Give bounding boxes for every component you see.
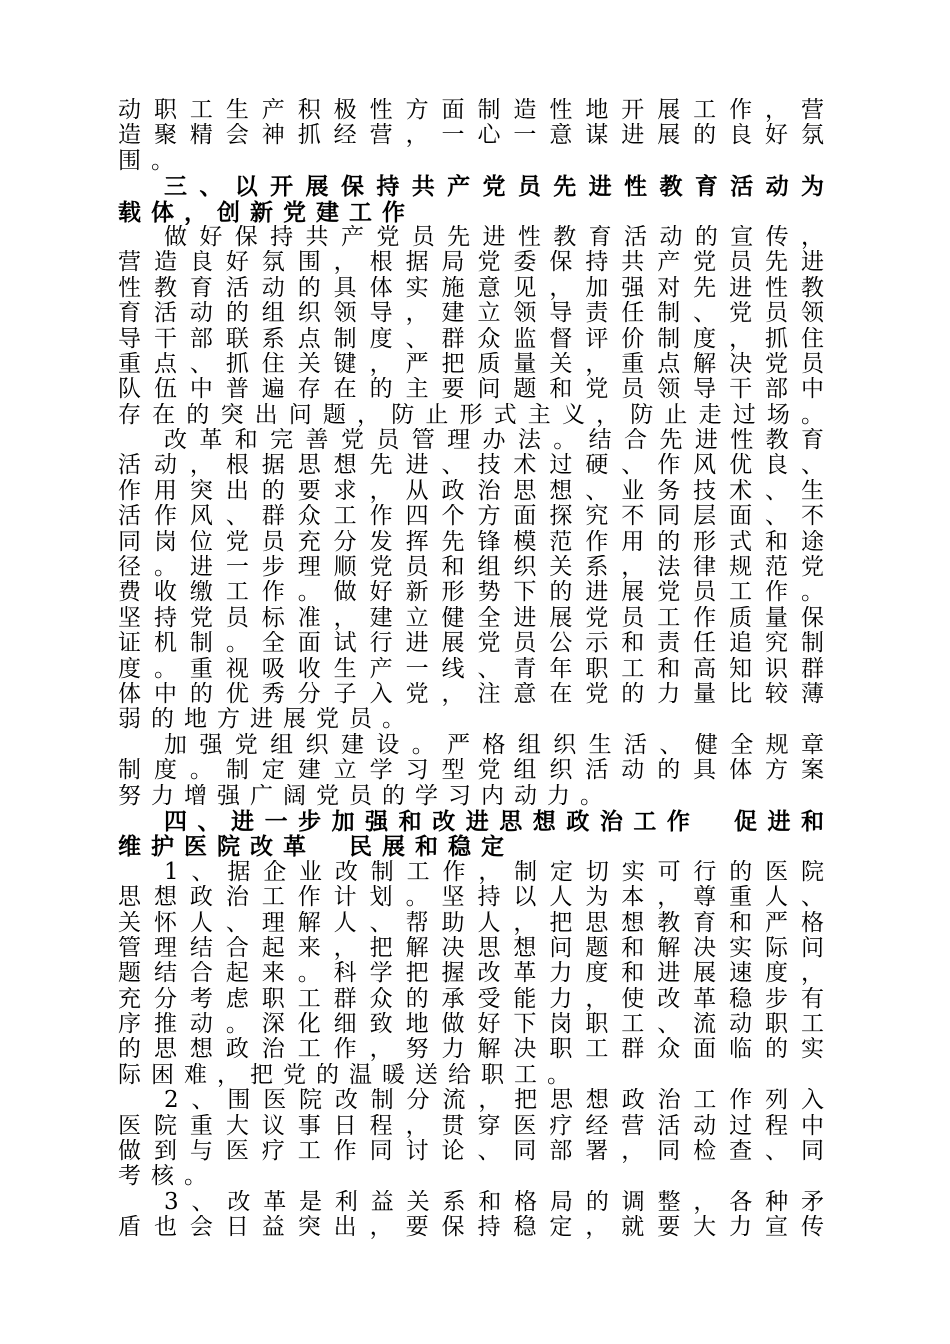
paragraph-line: 育活动的组织领导，建立领导责任制、党员领 bbox=[118, 301, 824, 327]
paragraph-line: 造聚精会神抓经营，一心一意谋进展的良好氛 bbox=[118, 123, 824, 149]
paragraph-line: 医院重大议事日程，贯穿医疗经营活动过程中 bbox=[118, 1113, 824, 1139]
paragraph-line: 2、围医院改制分流，把思想政治工作列入 bbox=[164, 1088, 824, 1114]
paragraph-line: 营造良好氛围，根据局党委保持共产党员先进 bbox=[118, 250, 824, 276]
paragraph-line: 1、据企业改制工作，制定切实可行的医院 bbox=[164, 859, 824, 885]
paragraph-line: 努力增强广阔党员的学习内动力。 bbox=[118, 783, 613, 809]
paragraph-line: 考核。 bbox=[118, 1164, 217, 1190]
paragraph-line: 度。重视吸收生产一线、青年职工和高知识群 bbox=[118, 656, 824, 682]
paragraph-line: 同岗位党员充分发挥先锋模范作用的形式和途 bbox=[118, 529, 824, 555]
paragraph-line: 做好保持共产党员先进性教育活动的宣传， bbox=[164, 224, 824, 250]
section-heading-line: 三、以开展保持共产党员先进性教育活动为 bbox=[164, 174, 824, 200]
section-heading-line: 维护医院改革 民展和稳定 bbox=[118, 834, 514, 860]
paragraph-line: 存在的突出问题，防止形式主义，防止走过场。 bbox=[118, 402, 824, 428]
paragraph-line: 活动，根据思想先进、技术过硬、作风优良、 bbox=[118, 453, 824, 479]
section-heading-line: 四、进一步加强和改进思想政治工作 促进和 bbox=[164, 808, 824, 835]
paragraph-line: 径。进一步理顺党员和组织关系，法律规范党 bbox=[118, 555, 824, 581]
paragraph-line: 证机制。全面试行进展党员公示和责任追究制 bbox=[118, 631, 824, 657]
document-body bbox=[118, 98, 824, 1241]
paragraph-line: 体中的优秀分子入党，注意在党的力量比较薄 bbox=[118, 681, 824, 707]
paragraph-line: 管理结合起来，把解决思想问题和解决实际问 bbox=[118, 935, 824, 961]
paragraph-line: 队伍中普遍存在的主要问题和党员领导干部中 bbox=[118, 377, 824, 403]
paragraph-line: 导干部联系点制度、群众监督评价制度，抓住 bbox=[118, 326, 824, 352]
paragraph-line: 制度。制定建立学习型党组织活动的具体方案 bbox=[118, 758, 824, 784]
paragraph-line: 围。 bbox=[118, 148, 184, 174]
section-heading-line: 载体，创新党建工作 bbox=[118, 199, 415, 225]
paragraph-line: 弱的地方进展党员。 bbox=[118, 707, 415, 733]
paragraph-line: 做到与医疗工作同讨论、同部署，同检查、同 bbox=[118, 1139, 824, 1165]
paragraph-line: 重点、抓住关键，严把质量关，重点解决党员 bbox=[118, 351, 824, 377]
paragraph-line: 3、改革是利益关系和格局的调整，各种矛 bbox=[164, 1189, 824, 1215]
paragraph-line: 充分考虑职工群众的承受能力，使改革稳步有 bbox=[118, 986, 824, 1012]
paragraph-line: 题结合起来。科学把握改革力度和进展速度， bbox=[118, 961, 824, 987]
paragraph-line: 关怀人、理解人、帮助人，把思想教育和严格 bbox=[118, 910, 824, 936]
paragraph-line: 费收缴工作。做好新形势下的进展党员工作。 bbox=[118, 580, 824, 606]
paragraph-line: 动职工生产积极性方面制造性地开展工作，营 bbox=[118, 98, 824, 123]
paragraph-line: 思想政治工作计划。坚持以人为本，尊重人、 bbox=[118, 885, 824, 911]
paragraph-line: 性教育活动的具体实施意见，加强对先进性教 bbox=[118, 275, 824, 301]
paragraph-line: 坚持党员标准，建立健全进展党员工作质量保 bbox=[118, 605, 824, 631]
paragraph-line: 盾也会日益突出，要保持稳定，就要大力宣传 bbox=[118, 1215, 824, 1241]
paragraph-line: 作用突出的要求，从政治思想、业务技术、生 bbox=[118, 478, 824, 504]
paragraph-line: 加强党组织建设。严格组织生活、健全规章 bbox=[164, 732, 824, 758]
paragraph-line: 际困难，把党的温暖送给职工。 bbox=[118, 1062, 580, 1088]
paragraph-line: 的思想政治工作，努力解决职工群众面临的实 bbox=[118, 1037, 824, 1063]
paragraph-line: 序推动。深化细致地做好下岗职工、流动职工 bbox=[118, 1012, 824, 1038]
paragraph-line: 改革和完善党员管理办法。结合先进性教育 bbox=[164, 428, 824, 454]
paragraph-line: 活作风、群众工作四个方面探究不同层面、不 bbox=[118, 504, 824, 530]
